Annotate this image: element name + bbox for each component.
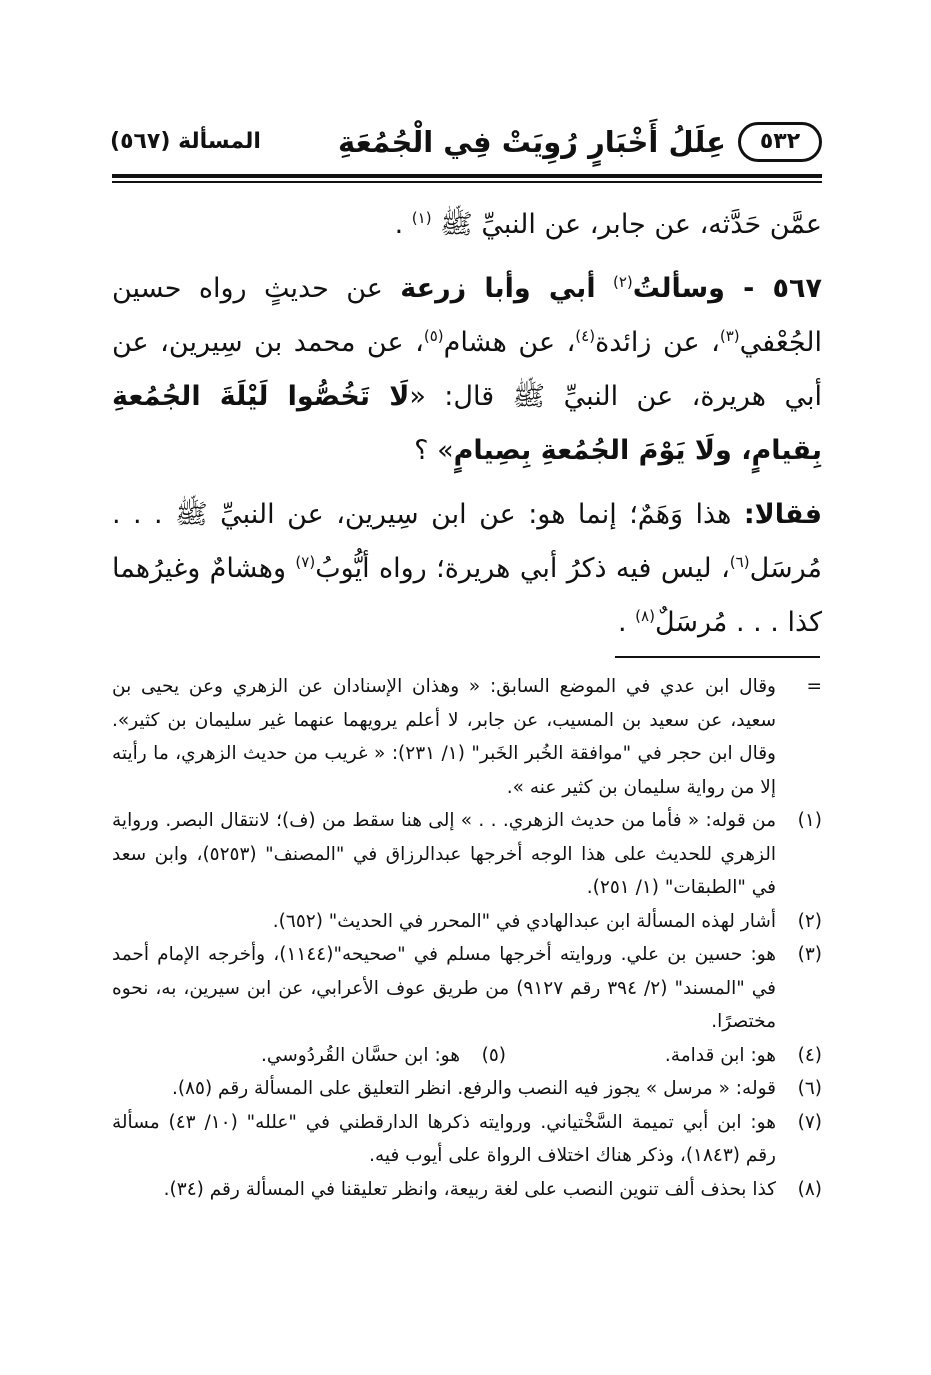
header-rule-thick — [112, 174, 822, 178]
footnote-ref: (٤) — [575, 327, 596, 345]
footnote-marker: (٨) — [797, 1178, 822, 1200]
page-number: ٥٣٢ — [738, 122, 822, 162]
main-text — [112, 198, 822, 660]
footnotes — [112, 670, 822, 1206]
footnote-ref: (٣) — [719, 327, 740, 345]
answer-lead: فقالا: — [743, 499, 822, 530]
footnote-ref: (٧) — [295, 553, 316, 571]
footnote-text: كذا بحذف ألف تنوين النصب على لغة ربيعة، وانظر تعليقنا في المسألة رقم (٣٤). — [163, 1178, 776, 1200]
paragraph-question: ٥٦٧ - وسألتُ$^{(٢)}$ أبي وأبا زرعة عن حديثٍ رواه حسين الجُعْفي$^{(٣)}$، عن زائدة$^{(٤)}$، عن هشام$^{(٥)}$، عن محمد بن سِيرين، عن أبي هريرة، عن النبيِّ ﷺ قال: «لَا تَخُصُّوا لَيْلَةَ الجُمُعةِ بِقيامٍ، ولَا يَوْمَ الجُمُعةِ بِصِيامٍ» ؟ — [112, 273, 823, 466]
footnote-text: وقال ابن عدي في الموضع السابق: « وهذان الإسنادان عن الزهري وعن يحيى بن سعيد، عن سعيد بن المسيب، عن جابر، لا أعلم يرويهما عنهما غير سليمان بن كثير». وقال ابن حجر في "موافقة الخُبر الخَبر" (١/ ٢٣١): « غريب من حديث الزهري، ما رأيته إلا من رواية سليمان بن كثير عنه ». — [112, 676, 776, 798]
book-title: عِلَلُ أَخْبَارٍ رُوِيَتْ فِي الْجُمُعَةِ — [338, 125, 726, 159]
footnote-text: من قوله: « فأما من حديث الزهري. . . » إلى هنا سقط من (ف)؛ لانتقال البصر. ورواية الزهري للحديث على هذا الوجه أخرجها عبدالرزاق في "المصنف" (٥٢٥٣)، وابن سعد في "الطبقات" (١/ ٢٥١). — [112, 810, 776, 898]
footnote-continuation — [112, 670, 822, 804]
footnote-marker: (٢) — [797, 910, 822, 932]
footnote-ref: (٥) — [423, 327, 444, 345]
footnote-2 — [112, 905, 822, 939]
header-rule-thin — [112, 181, 822, 183]
narrator-names: أبي وأبا زرعة — [400, 273, 596, 304]
footnote-5 — [261, 1039, 506, 1073]
footnote-ref: (٦) — [729, 553, 750, 571]
issue-number: ٥٦٧ - وسألتُ — [632, 273, 822, 304]
footnote-marker: (٥) — [481, 1044, 506, 1066]
footnote-ref: (١) — [411, 209, 432, 227]
footnote-marker: (١) — [797, 810, 822, 831]
footnote-text: هو: ابن حسَّان القُردُوسي. — [260, 1044, 460, 1066]
footnote-marker: (٣) — [797, 944, 822, 965]
footnote-row-4-5 — [112, 1039, 822, 1073]
footnote-4 — [506, 1039, 822, 1073]
footnote-text: هو: ابن قدامة. — [664, 1044, 776, 1066]
paragraph-continuation: عمَّن حَدَّثه، عن جابر، عن النبيِّ ﷺ $^{(١)}$ . — [394, 209, 822, 240]
footnote-ref: (٨) — [635, 607, 655, 625]
running-header — [110, 118, 822, 174]
footnote-marker: = — [806, 676, 822, 697]
footnote-marker: (٦) — [797, 1078, 822, 1099]
footnote-marker: (٤) — [797, 1044, 822, 1066]
hadith-text: لَا تَخُصُّوا لَيْلَةَ الجُمُعةِ بِقيامٍ، ولَا يَوْمَ الجُمُعةِ بِصِيامٍ — [112, 381, 822, 466]
footnote-3 — [112, 938, 822, 1039]
footnote-text: أشار لهذه المسألة ابن عبدالهادي في "المحرر في الحديث" (٦٥٢). — [272, 910, 776, 932]
footnote-6 — [112, 1072, 822, 1106]
footnote-7 — [112, 1106, 822, 1173]
footnote-text: قوله: « مرسل » يجوز فيه النصب والرفع. انظر التعليق على المسألة رقم (٨٥). — [171, 1078, 776, 1099]
footnote-ref: (٢) — [612, 273, 633, 291]
footnote-8 — [112, 1173, 822, 1207]
footnote-text: هو: ابن أبي تميمة السَّخْتياني. وروايته ذكرها الدارقطني في "علله" (١٠/ ٤٣) مسألة رقم (١٨٤٣)، وذكر هناك اختلاف الرواة على أيوب فيه. — [112, 1111, 776, 1166]
footnote-separator — [615, 656, 820, 658]
paragraph-answer: فقالا: هذا وَهَمٌ؛ إنما هو: عن ابن سِيرين، عن النبيِّ ﷺ . . . مُرسَل$^{(٦)}$، ليس فيه ذكرُ أبي هريرة؛ رواه أيُّوبُ$^{(٧)}$ وهشامٌ وغيرُهما كذا . . . مُرسَلٌ$^{(٨)}$ . — [112, 499, 823, 638]
footnote-text: هو: حسين بن علي. وروايته أخرجها مسلم في "صحيحه"(١١٤٤)، وأخرجه الإمام أحمد في "المسند" (٢/ ٣٩٤ رقم ٩١٢٧) من طريق عوف الأعرابي، عن ابن سيرين، به، نحوه مختصرًا. — [112, 944, 777, 1032]
footnote-1 — [112, 804, 822, 905]
footnote-marker: (٧) — [797, 1111, 822, 1133]
issue-label: المسألة (٥٦٧) — [110, 129, 261, 154]
